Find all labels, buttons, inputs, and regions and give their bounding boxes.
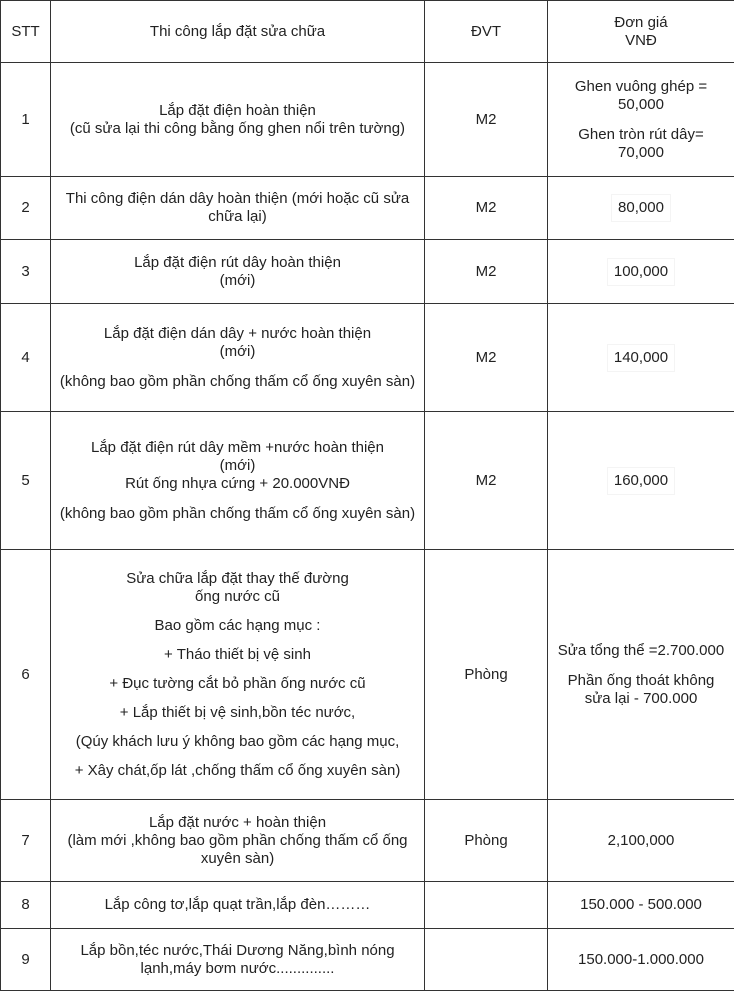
row-stt: 7 <box>1 800 51 882</box>
work-line: Lắp đặt điện rút dây hoàn thiện <box>134 253 341 271</box>
row-stt: 4 <box>1 304 51 412</box>
price-value: 160,000 <box>608 468 674 494</box>
work-line: + Xây chát,ốp lát ,chống thấm cổ ống xuyên sàn) <box>74 761 401 779</box>
row-unit: M2 <box>425 412 548 550</box>
work-line: + Tháo thiết bị vệ sinh <box>164 645 311 663</box>
table-row <box>1 412 734 550</box>
header-price-line1: Đơn giá <box>614 13 668 31</box>
row-price <box>548 550 734 800</box>
row-stt: 1 <box>1 63 51 177</box>
row-price <box>548 63 734 177</box>
work-line: (làm mới ,không bao gồm phần chống thấm cổ ống xuyên sàn) <box>67 831 408 867</box>
work-line: Thi công điện dán dây hoàn thiện (mới hoặc cũ sửa chữa lại) <box>65 190 410 225</box>
row-work <box>51 304 425 412</box>
work-line: (mới) <box>219 456 256 474</box>
work-line: (mới) <box>219 342 256 360</box>
row-work <box>51 240 425 304</box>
table-row <box>1 550 734 800</box>
row-work <box>51 550 425 800</box>
work-line: + Lắp thiết bị vệ sinh,bồn téc nước, <box>119 703 356 721</box>
row-unit <box>425 882 548 929</box>
header-row <box>1 1 734 63</box>
header-price-line2: VNĐ <box>625 31 657 49</box>
work-line: (cũ sửa lại thi công bằng ống ghen nổi trên tường) <box>69 119 406 137</box>
table-row <box>1 304 734 412</box>
price-line: Phần ống thoát không sửa lại - 700.000 <box>567 671 715 707</box>
row-work <box>51 63 425 177</box>
price-line: 50,000 <box>618 95 664 113</box>
header-unit: ĐVT <box>425 1 548 63</box>
work-line: (mới) <box>219 271 256 289</box>
row-price <box>548 412 734 550</box>
row-price <box>548 304 734 412</box>
table-row <box>1 63 734 177</box>
row-unit: Phòng <box>425 550 548 800</box>
header-work: Thi công lắp đặt sửa chữa <box>51 1 425 63</box>
work-line: Lắp đặt nước + hoàn thiện <box>148 813 327 831</box>
work-line: Lắp đặt điện hoàn thiện <box>159 101 316 119</box>
row-stt: 9 <box>1 929 51 991</box>
row-price <box>548 240 734 304</box>
work-line: Bao gồm các hạng mục : <box>154 616 321 634</box>
work-line: + Đục tường cắt bỏ phần ống nước cũ <box>109 674 366 692</box>
row-stt: 2 <box>1 177 51 240</box>
row-price: 2,100,000 <box>548 800 734 882</box>
table-row <box>1 929 734 991</box>
row-work <box>51 412 425 550</box>
table-row <box>1 177 734 240</box>
price-value: 100,000 <box>608 259 674 285</box>
header-stt: STT <box>1 1 51 63</box>
price-line: Ghen tròn rút dây= <box>578 125 704 143</box>
row-work: Lắp công tơ,lắp quạt trần,lắp đèn……… <box>51 882 425 929</box>
row-unit: Phòng <box>425 800 548 882</box>
row-unit: M2 <box>425 240 548 304</box>
work-line: (không bao gồm phần chống thấm cổ ống xuyên sàn) <box>59 372 416 390</box>
work-line: Lắp đặt điện dán dây + nước hoàn thiện <box>103 324 372 342</box>
price-line: Sửa tổng thể =2.700.000 <box>557 641 725 659</box>
work-line: Rút ống nhựa cứng + 20.000VNĐ <box>125 474 350 492</box>
row-price: 150.000 - 500.000 <box>548 882 734 929</box>
row-stt: 3 <box>1 240 51 304</box>
row-work <box>51 177 425 240</box>
table-row <box>1 240 734 304</box>
table-row <box>1 882 734 929</box>
row-unit: M2 <box>425 177 548 240</box>
row-unit: M2 <box>425 304 548 412</box>
price-value: 140,000 <box>608 345 674 371</box>
row-stt: 8 <box>1 882 51 929</box>
row-work: Lắp bồn,téc nước,Thái Dương Năng,bình nóng lạnh,máy bơm nước.............. <box>51 929 425 991</box>
row-stt: 5 <box>1 412 51 550</box>
row-work <box>51 800 425 882</box>
row-stt: 6 <box>1 550 51 800</box>
row-price: 150.000-1.000.000 <box>548 929 734 991</box>
work-line: (Qúy khách lưu ý không bao gồm các hạng mục, <box>75 732 400 750</box>
price-line: Ghen vuông ghép = <box>574 77 708 95</box>
work-line: Sửa chữa lắp đặt thay thế đường ống nước cũ <box>126 569 349 605</box>
header-price <box>548 1 734 63</box>
price-line: 70,000 <box>618 143 664 161</box>
row-price <box>548 177 734 240</box>
table-row <box>1 800 734 882</box>
work-line: (không bao gồm phần chống thấm cổ ống xuyên sàn) <box>59 504 416 522</box>
work-line: Lắp đặt điện rút dây mềm +nước hoàn thiện <box>91 438 384 456</box>
row-unit <box>425 929 548 991</box>
price-value: 80,000 <box>612 195 670 221</box>
row-unit: M2 <box>425 63 548 177</box>
